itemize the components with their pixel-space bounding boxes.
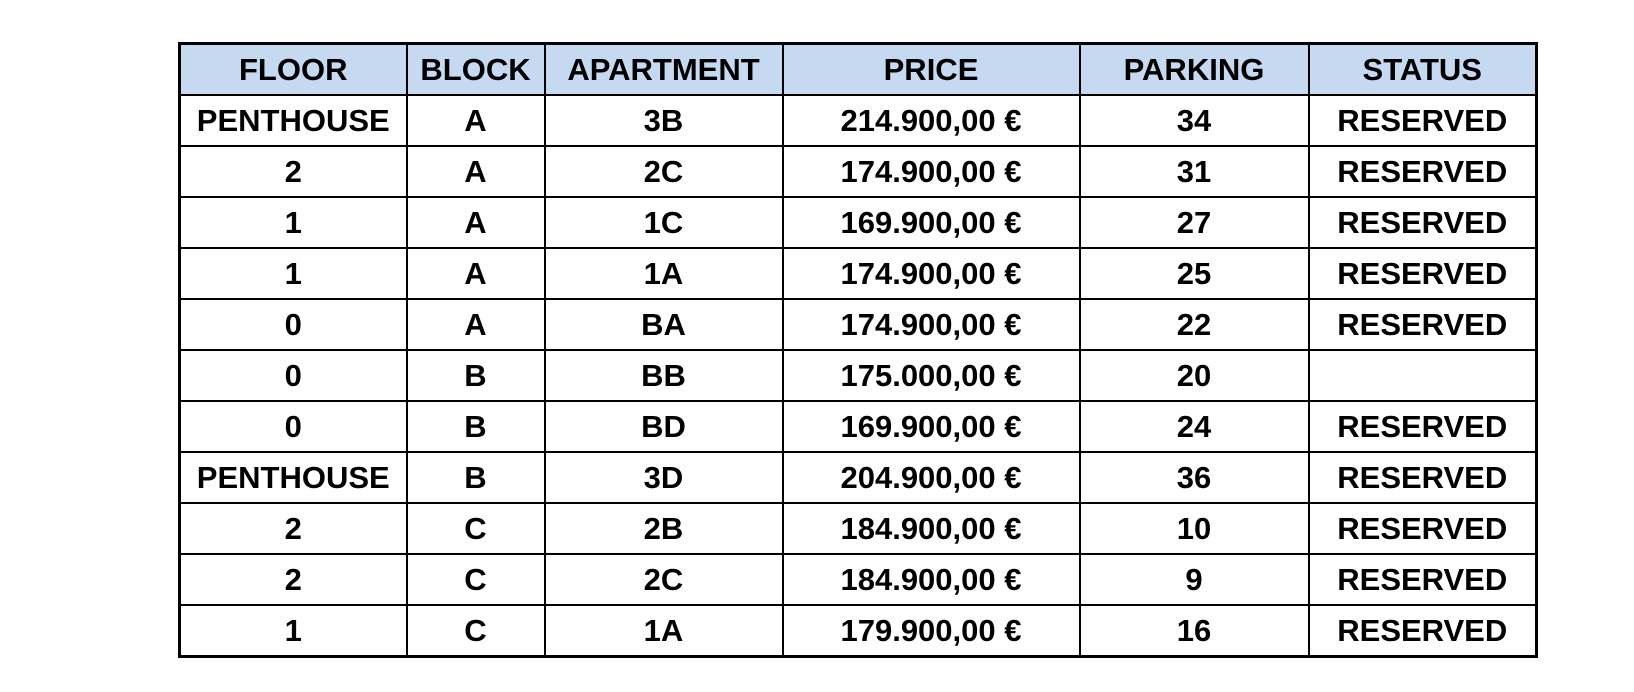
cell-price: 175.000,00 € (783, 350, 1080, 401)
cell-apartment: 2B (545, 503, 783, 554)
cell-status: RESERVED (1309, 197, 1537, 248)
cell-price: 184.900,00 € (783, 503, 1080, 554)
cell-apartment: 3D (545, 452, 783, 503)
cell-floor: 2 (180, 554, 407, 605)
cell-price: 174.900,00 € (783, 299, 1080, 350)
cell-parking: 36 (1080, 452, 1309, 503)
cell-price: 174.900,00 € (783, 146, 1080, 197)
header-price: PRICE (783, 44, 1080, 96)
header-block: BLOCK (407, 44, 545, 96)
cell-apartment: BB (545, 350, 783, 401)
cell-status: RESERVED (1309, 605, 1537, 657)
cell-floor: PENTHOUSE (180, 95, 407, 146)
cell-parking: 10 (1080, 503, 1309, 554)
cell-block: C (407, 605, 545, 657)
cell-parking: 34 (1080, 95, 1309, 146)
cell-apartment: 1A (545, 248, 783, 299)
table-row (180, 350, 1537, 401)
cell-apartment: BA (545, 299, 783, 350)
cell-status: RESERVED (1309, 146, 1537, 197)
cell-price: 174.900,00 € (783, 248, 1080, 299)
cell-parking: 22 (1080, 299, 1309, 350)
cell-status: RESERVED (1309, 503, 1537, 554)
cell-floor: 1 (180, 248, 407, 299)
header-floor: FLOOR (180, 44, 407, 96)
cell-floor: PENTHOUSE (180, 452, 407, 503)
cell-block: C (407, 503, 545, 554)
table-row (180, 299, 1537, 350)
cell-block: A (407, 95, 545, 146)
cell-block: B (407, 401, 545, 452)
cell-status (1309, 350, 1537, 401)
cell-block: A (407, 248, 545, 299)
cell-floor: 2 (180, 503, 407, 554)
cell-apartment: 2C (545, 554, 783, 605)
cell-status: RESERVED (1309, 95, 1537, 146)
table-row (180, 452, 1537, 503)
cell-block: B (407, 350, 545, 401)
cell-parking: 16 (1080, 605, 1309, 657)
cell-status: RESERVED (1309, 452, 1537, 503)
cell-parking: 24 (1080, 401, 1309, 452)
cell-apartment: 1C (545, 197, 783, 248)
cell-status: RESERVED (1309, 299, 1537, 350)
cell-floor: 1 (180, 197, 407, 248)
cell-parking: 25 (1080, 248, 1309, 299)
cell-floor: 0 (180, 401, 407, 452)
cell-parking: 20 (1080, 350, 1309, 401)
table-row (180, 503, 1537, 554)
header-apartment: APARTMENT (545, 44, 783, 96)
cell-apartment: 3B (545, 95, 783, 146)
cell-block: C (407, 554, 545, 605)
apartment-table-container (178, 42, 1538, 658)
cell-parking: 27 (1080, 197, 1309, 248)
cell-parking: 9 (1080, 554, 1309, 605)
cell-apartment: BD (545, 401, 783, 452)
cell-floor: 0 (180, 350, 407, 401)
table-header (180, 44, 1537, 96)
cell-apartment: 1A (545, 605, 783, 657)
header-status: STATUS (1309, 44, 1537, 96)
table-row (180, 554, 1537, 605)
cell-status: RESERVED (1309, 554, 1537, 605)
header-row (180, 44, 1537, 96)
table-row (180, 248, 1537, 299)
cell-floor: 0 (180, 299, 407, 350)
cell-status: RESERVED (1309, 248, 1537, 299)
cell-block: B (407, 452, 545, 503)
table-row (180, 146, 1537, 197)
cell-block: A (407, 299, 545, 350)
table-row (180, 95, 1537, 146)
table-row (180, 197, 1537, 248)
cell-apartment: 2C (545, 146, 783, 197)
apartment-table (178, 42, 1538, 658)
cell-price: 169.900,00 € (783, 401, 1080, 452)
cell-status: RESERVED (1309, 401, 1537, 452)
cell-price: 169.900,00 € (783, 197, 1080, 248)
cell-block: A (407, 197, 545, 248)
cell-floor: 1 (180, 605, 407, 657)
cell-floor: 2 (180, 146, 407, 197)
cell-price: 179.900,00 € (783, 605, 1080, 657)
cell-price: 214.900,00 € (783, 95, 1080, 146)
cell-price: 204.900,00 € (783, 452, 1080, 503)
header-parking: PARKING (1080, 44, 1309, 96)
cell-parking: 31 (1080, 146, 1309, 197)
table-row (180, 401, 1537, 452)
cell-block: A (407, 146, 545, 197)
table-row (180, 605, 1537, 657)
table-body (180, 95, 1537, 657)
cell-price: 184.900,00 € (783, 554, 1080, 605)
